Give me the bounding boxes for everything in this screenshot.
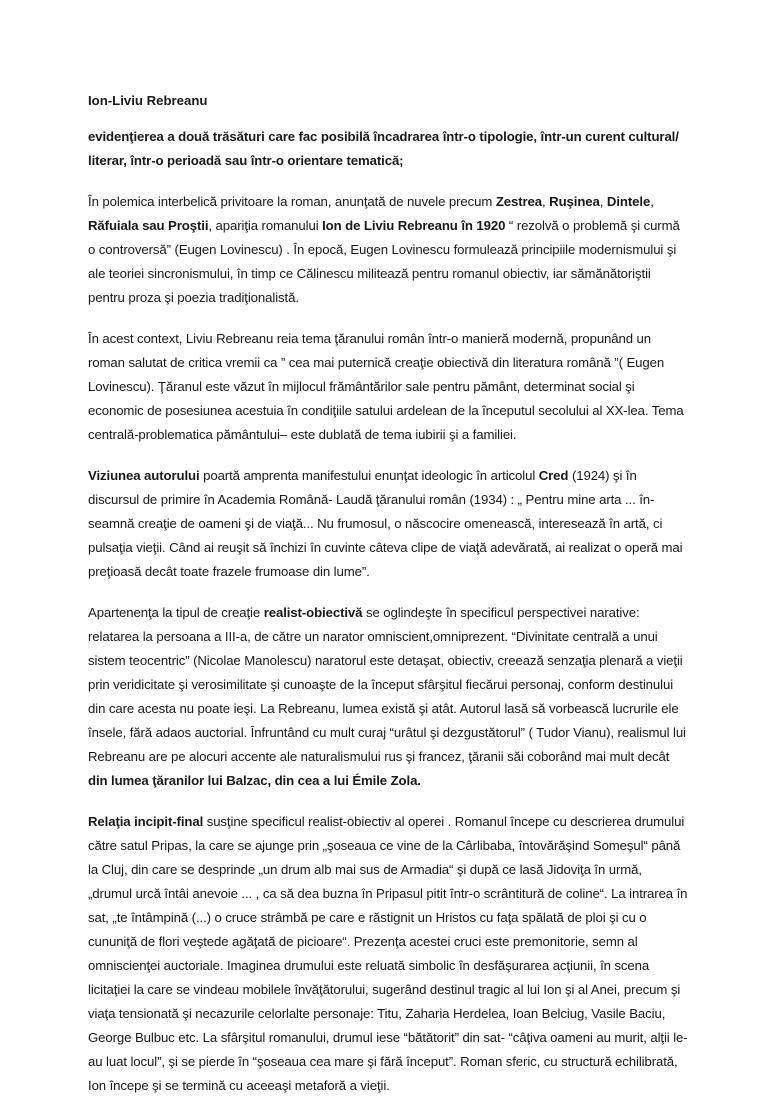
paragraph-viziunea bbox=[88, 464, 688, 584]
bold-run: Dintele bbox=[606, 194, 651, 209]
document-title: Ion-Liviu Rebreanu bbox=[88, 93, 208, 108]
text-run: poartă amprenta manifestului enunţat ideologic în articolul bbox=[199, 468, 539, 483]
bold-run: Ion de Liviu Rebreanu în 1920 bbox=[322, 218, 506, 233]
text-run: “ rezolvă o problemă şi curmă o controversă” (Eugen Lovinescu) . În epocă, Eugen Lovinescu formulează principiile modernismului şi ale teoriei sincronismului, în timp ce Călinescu militează pentru romanul obiectiv, iar sămănătoriştii pentru proza şi poezia tradiţionalistă. bbox=[88, 218, 680, 305]
text-run: În polemica interbelică privitoare la roman, anunţată de nuvele precum bbox=[88, 194, 496, 209]
text-run: , apariţia romanului bbox=[208, 218, 323, 233]
paragraph-incipit-final bbox=[88, 810, 688, 1098]
subtitle-paragraph: evidenţierea a două trăsături care fac posibilă încadrarea într-o tipologie, într-un curent cultural/ literar, într-o perioadă sau într-o orientare tematică; bbox=[88, 129, 679, 168]
bold-run: Relaţia incipit-final bbox=[88, 814, 204, 829]
text-run: , bbox=[650, 194, 654, 209]
text-run: susţine specificul realist-obiectiv al operei . Romanul începe cu descrierea drumului către satul Pripas, la care se ajunge prin „şoseaua ce vine de la Cârlibaba, întovărăşind Someşul“ până la Cluj, din care se desprinde „un drum alb mai sus de Armadia“ şi după ce lasă Jidoviţa în urmă, „drumul urcă întâi anevoie ... , ca să dea buzna în Pripasul pitit într-o scrântitură de coline“. La intrarea în sat, „te întâmpină (...) o cruce strâmbă pe care e răstignit un Hristos cu faţa spălată de ploi şi cu o cununiţă de flori veştede agăţată de picioare“. Prezenţa acestei cruci este premonitorie, semn al omniscienţei auctoriale. Imaginea drumului este reluată simbolic în desfăşurarea acţiunii, în scena licitaţiei la care se vindeau mobilele învăţătorului, sugerând destinul tragic al lui Ion şi al Anei, precum şi viaţa tensionată şi necazurile celorlalte personaje: Titu, Zaharia Herdelea, Ioan Belciug, Vasile Baciu, George Bulbuc etc. La sfârşitul romanului, drumul iese “bătătorit” din sat- “câţiva oameni au murit, alţii le-au luat locul”, şi se pierde în “şoseaua cea mare şi fără început”. Roman sferic, cu structură echilibrată, Ion începe şi se termină cu aceeaşi metaforă a vieţii. bbox=[88, 814, 688, 1093]
text-run: Apartenenţa la tipul de creaţie bbox=[88, 605, 264, 620]
text-run: , bbox=[599, 194, 607, 209]
bold-run: Cred bbox=[538, 468, 569, 483]
paragraph-apartenenta bbox=[88, 601, 688, 793]
bold-run: realist-obiectivă bbox=[263, 605, 363, 620]
bold-run: Viziunea autorului bbox=[88, 468, 200, 483]
bold-run: Ruşinea bbox=[549, 194, 600, 209]
text-run: , bbox=[542, 194, 550, 209]
bold-run: din lumea ţăranilor lui Balzac, din cea a lui Émile Zola. bbox=[88, 773, 421, 788]
paragraph-polemica bbox=[88, 190, 688, 310]
paragraph-context: În acest context, Liviu Rebreanu reia tema ţăranului român într-o manieră modernă, propunând un roman salutat de critica vremii ca ” cea mai puternică creaţie obiectivă din literatura română ”( Eugen Lovinescu). Ţăranul este văzut în mijlocul frământărilor sale pentru pământ, determinat social şi economic de posesiunea acestuia în condiţiile satului ardelean de la începutul secolului al XX-lea. Tema centrală-problematica pământului– este dublată de tema iubirii şi a familiei. bbox=[88, 331, 684, 442]
text-run: se oglindeşte în specificul perspectivei narative: relatarea la persoana a III-a, de către un narator omniscient,omniprezent. “Divinitate centrală a unui sistem teocentric” (Nicolae Manolescu) naratorul este detaşat, obiectiv, creează senzaţia plenară a vieţii prin veridicitate şi verosimilitate şi cunoaşte de la început sfârşitul fiecărui personaj, conform destinului din care acesta nu poate ieşi. La Rebreanu, lumea există şi atât. Autorul lasă să vorbească lucrurile ele însele, fără adaos auctorial. Înfruntând cu mult curaj “urâtul şi dezgustătorul” ( Tudor Vianu), realismul lui Rebreanu are pe alocuri accente ale naturalismului rus şi francez, ţăranii săi coborând mai mult decât bbox=[88, 605, 686, 764]
bold-run: Răfuiala sau Proştii bbox=[88, 218, 209, 233]
bold-run: Zestrea bbox=[495, 194, 543, 209]
text-run: (1924) şi în discursul de primire în Academia Română- Laudă ţăranului român (1934) : „ Pentru mine arta ... în-seamnă creaţie de oameni şi de viaţă... Nu frumosul, o născocire omenească, interesează în artă, ci pulsaţia vieţii. Când ai reuşit să închizi în cuvinte câteva clipe de viaţă adevărată, ai realizat o operă mai preţioasă decât toate frazele frumoase din lume”. bbox=[88, 468, 683, 579]
